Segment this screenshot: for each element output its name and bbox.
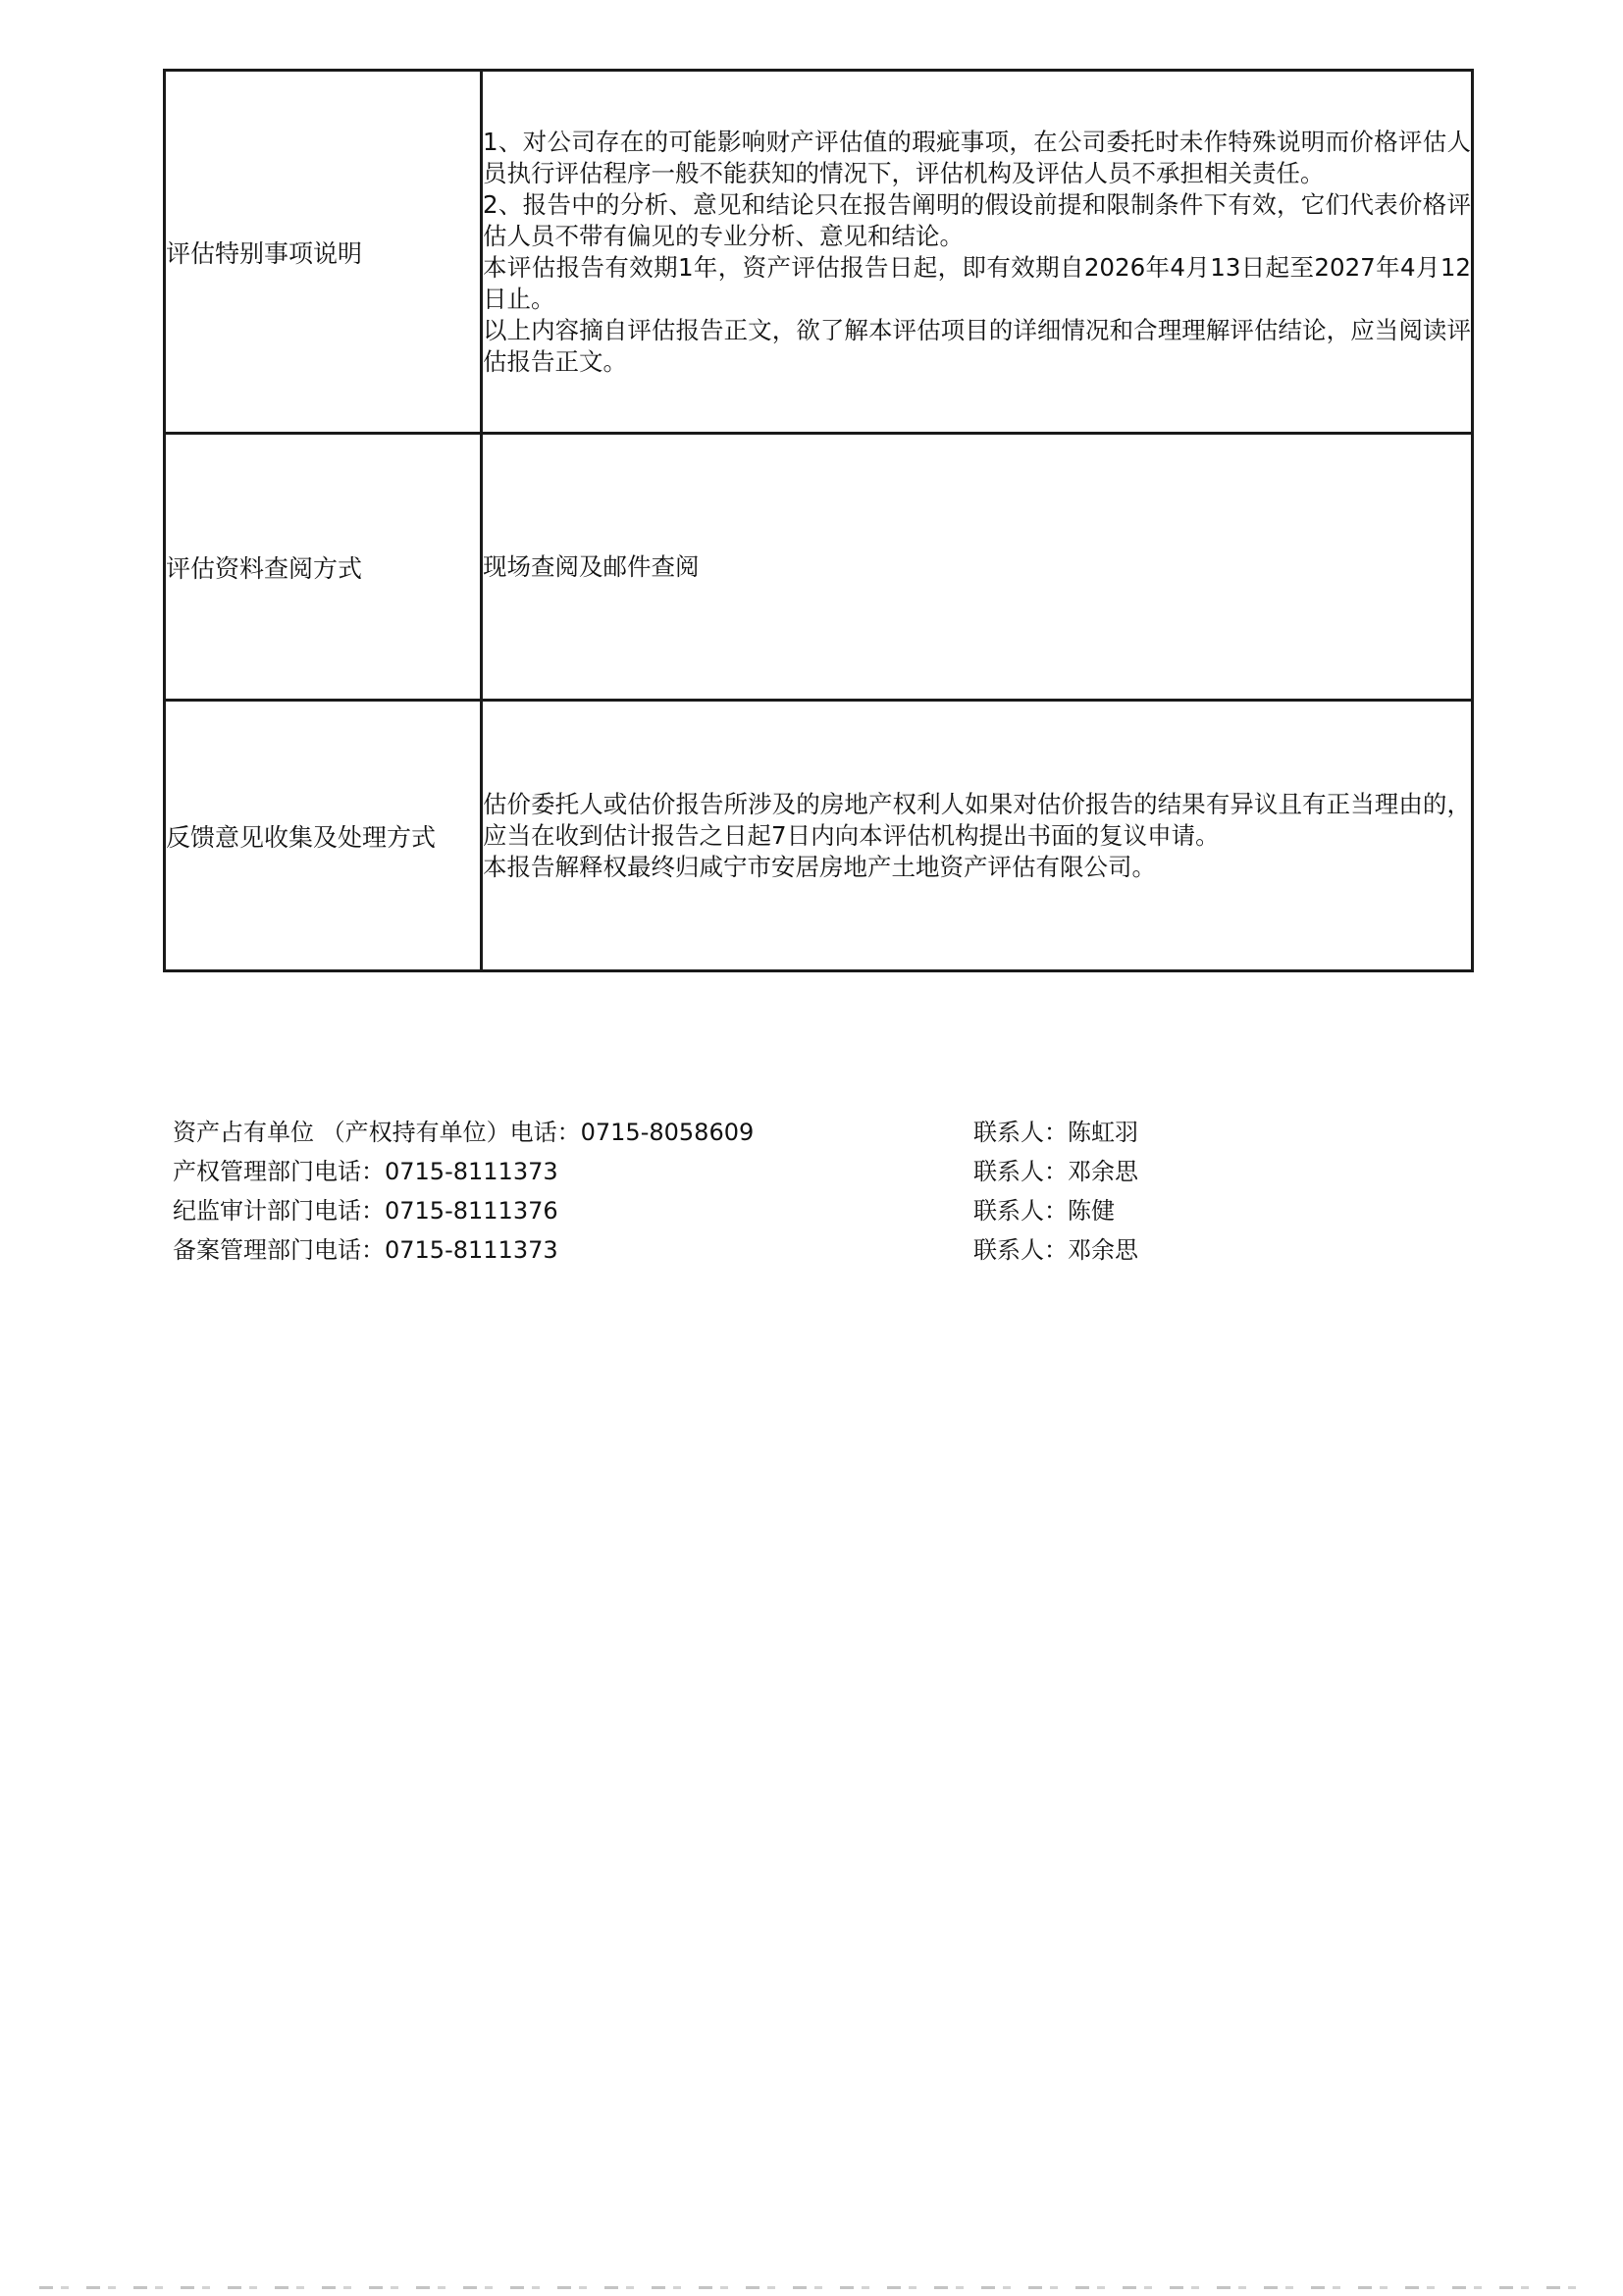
department-phone: 备案管理部门电话：0715-8111373 [173, 1236, 558, 1264]
paragraph: 2、报告中的分析、意见和结论只在报告阐明的假设前提和限制条件下有效，它们代表价格评估人员不带有偏见的专业分析、意见和结论。 [483, 189, 1471, 250]
department-phone: 纪监审计部门电话：0715-8111376 [173, 1197, 558, 1225]
row-content [482, 434, 1473, 701]
table-row [165, 701, 1473, 971]
row-label: 评估资料查阅方式 [165, 434, 482, 701]
table-row [165, 434, 1473, 701]
scan-artifact [39, 2286, 1590, 2289]
row-content [482, 71, 1473, 434]
paragraph: 1、对公司存在的可能影响财产评估值的瑕疵事项，在公司委托时未作特殊说明而价格评估人员执行评估程序一般不能获知的情况下，评估机构及评估人员不承担相关责任。 [483, 127, 1471, 187]
row-label: 反馈意见收集及处理方式 [165, 701, 482, 971]
contact-list [173, 1113, 1311, 1270]
contact-person: 联系人：陈健 [973, 1197, 1115, 1225]
row-content [482, 701, 1473, 971]
paragraph: 本评估报告有效期1年，资产评估报告日起，即有效期自2026年4月13日起至2027年4月12日止。 [483, 252, 1471, 313]
contact-person: 联系人：邓余思 [973, 1158, 1138, 1185]
contact-row [173, 1113, 1311, 1152]
paragraph: 估价委托人或估价报告所涉及的房地产权利人如果对估价报告的结果有异议且有正当理由的，应当在收到估计报告之日起7日内向本评估机构提出书面的复议申请。 [483, 789, 1471, 850]
row-label: 评估特别事项说明 [165, 71, 482, 434]
department-phone: 产权管理部门电话：0715-8111373 [173, 1158, 558, 1185]
paragraph: 本报告解释权最终归咸宁市安居房地产土地资产评估有限公司。 [483, 852, 1156, 881]
table-row [165, 71, 1473, 434]
department-phone: 资产占有单位 （产权持有单位）电话：0715-8058609 [173, 1119, 755, 1146]
contact-person: 联系人：邓余思 [973, 1236, 1138, 1264]
contact-person: 联系人：陈虹羽 [973, 1119, 1138, 1146]
contact-row [173, 1230, 1311, 1270]
contact-row [173, 1191, 1311, 1230]
info-table [163, 69, 1474, 972]
paragraph: 现场查阅及邮件查阅 [483, 551, 700, 581]
paragraph: 以上内容摘自评估报告正文，欲了解本评估项目的详细情况和合理理解评估结论，应当阅读评估报告正文。 [483, 315, 1471, 376]
contact-row [173, 1152, 1311, 1191]
